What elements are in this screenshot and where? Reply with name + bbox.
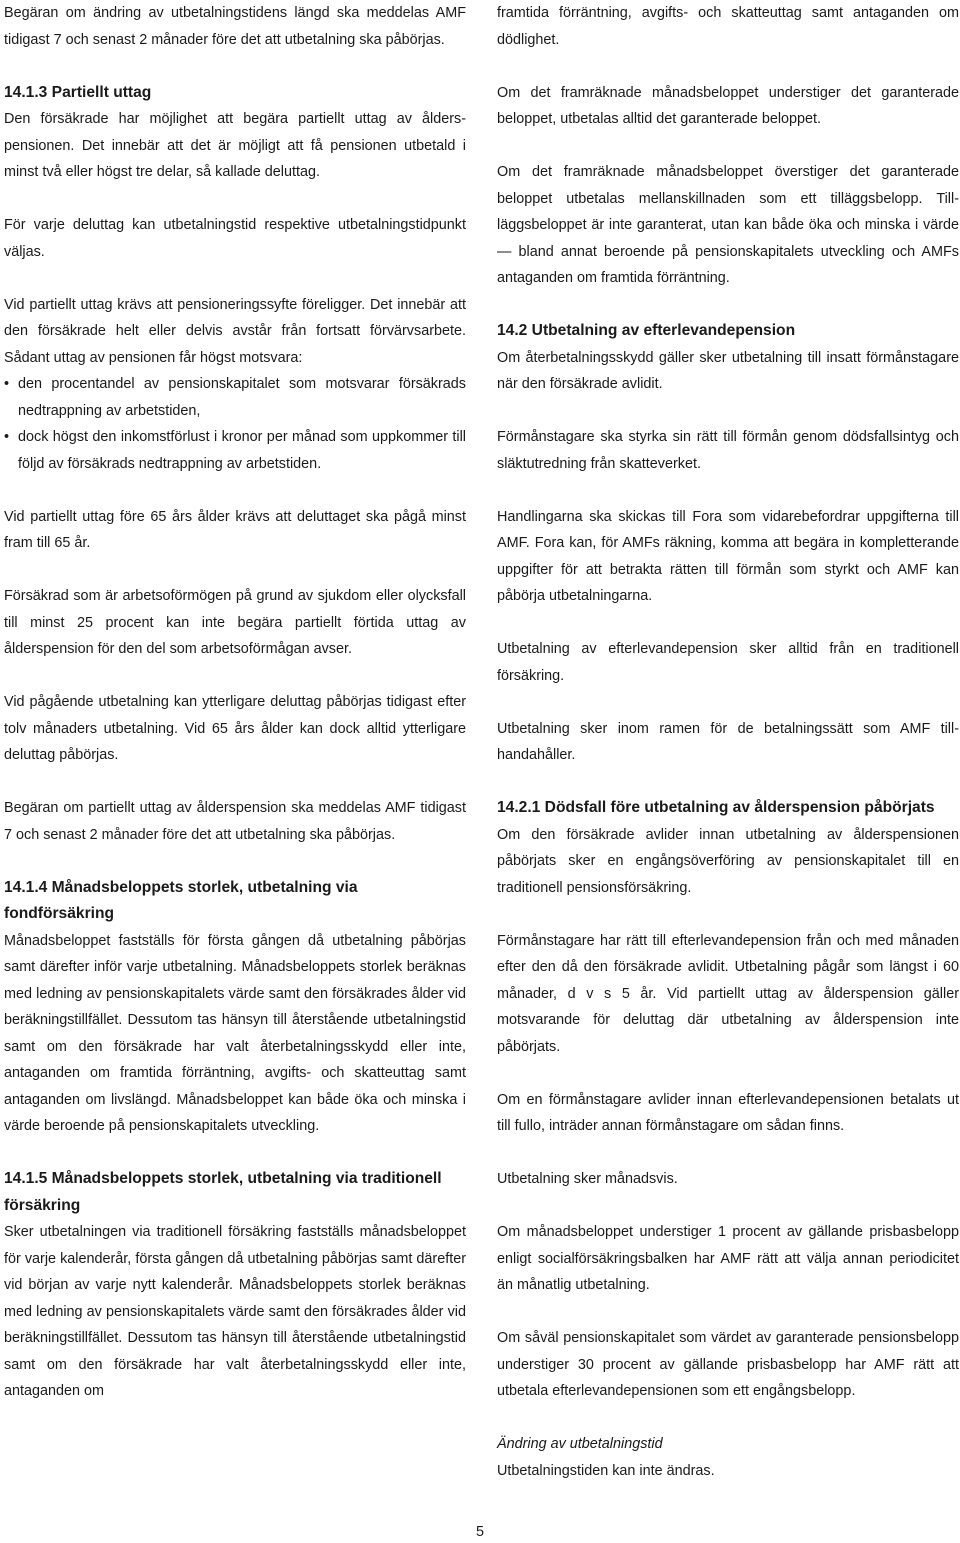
section-heading-14-1-3: 14.1.3 Partiellt uttag <box>4 83 152 101</box>
paragraph: Utbetalningstiden kan inte ändras. <box>497 1462 715 1479</box>
section-heading-14-1-4: 14.1.4 Månadsbeloppets storlek, utbetalning via fondförsäkring <box>4 878 358 922</box>
list-item: • den procentandel av pensionskapitalet som motsvarar försäkrads nedtrappning av arbetstiden, <box>4 371 466 424</box>
left-column <box>4 0 466 1405</box>
paragraph: För varje deluttag kan utbetalningstid respektive utbetalningstidpunkt väljas. <box>4 217 466 260</box>
list-item: • dock högst den inkomstförlust i kronor per månad som uppkommer till följd av försäkrads nedtrappning av arbetstiden. <box>4 424 466 477</box>
paragraph: Om såväl pensionskapitalet som värdet av garanterade pensionsbelopp understiger 30 procent av gällande prisbasbelopp har AMF rätt att utbetala efterlevandepensionen som ett engångsbelopp. <box>497 1330 959 1399</box>
paragraph: Sker utbetalningen via traditionell försäkring fastställs månadsbeloppet för varje kalenderår, första gången då utbetalning påbörjas samt därefter vid början av varje nytt kalenderår. Månadsbeloppets storlek beräknas med ledning av pensionskapitalets värde samt den försäkrades ålder vid beräkningstillfället. Dessutom tas hänsyn till återstående utbetalningstid samt om den försäkrade har valt återbetalningsskydd eller inte, antaganden om <box>4 1224 466 1399</box>
paragraph: Utbetalning sker månadsvis. <box>497 1171 678 1187</box>
paragraph: Begäran om ändring av utbetalningstidens längd ska meddelas AMF tidigast 7 och senast 2 månader före det att utbetalning ska påbörjas. <box>4 5 466 48</box>
bullet-list <box>4 371 466 477</box>
paragraph: Om det framräknade månadsbeloppet överstiger det garanterade beloppet utbetalas mellanskillnaden som ett tilläggsbelopp. Tillläggsbeloppet är inte garanterat, utan kan både öka och minska i värde — bland annat beroende på pensionskapitalets utveckling och AMFs antaganden om framtida förräntning. <box>497 164 959 286</box>
paragraph: Om månadsbeloppet understiger 1 procent av gällande prisbasbelopp enligt socialförsäkringsbalken har AMF rätt att välja annan periodicitet än månatlig utbetalning. <box>497 1224 959 1293</box>
paragraph: framtida förräntning, avgifts- och skatteuttag samt antaganden om dödlighet. <box>497 5 959 48</box>
paragraph: Om återbetalningsskydd gäller sker utbetalning till insatt förmånstagare när den försäkrade avlidit. <box>497 349 959 392</box>
section-heading-14-2: 14.2 Utbetalning av efterlevandepension <box>497 322 796 339</box>
paragraph: Försäkrad som är arbetsoförmögen på grund av sjukdom eller olycksfall till minst 25 procent kan inte begära partiellt förtida uttag av ålderspension för den del som arbetsoförmågan avser. <box>4 588 466 657</box>
paragraph: Förmånstagare ska styrka sin rätt till förmån genom dödsfallsintyg och släktutredning från skatteverket. <box>497 429 959 472</box>
paragraph: Om det framräknade månadsbeloppet understiger det garanterade beloppet, utbetalas alltid det garanterade beloppet. <box>497 84 959 127</box>
page-number: 5 <box>475 1524 484 1540</box>
paragraph: Handlingarna ska skickas till Fora som vidarebefordrar uppgifterna till AMF. Fora kan, för AMFs räkning, komma att begära in kompletterande uppgifter för att betrakta rätten till förmån som styrkt och AMF kan påbörja utbetalningarna. <box>497 508 959 604</box>
paragraph: Förmånstagare har rätt till efterlevandepension från och med månaden efter den då den försäkrade avlidit. Utbetalning pågår som längst i 60 månader, d v s 5 år. Vid partiellt uttag av ålderspension gäller motsvarande för deluttag där utbetalning av ålderspension inte påbörjats. <box>497 932 959 1055</box>
paragraph: Utbetalning sker inom ramen för de betalningssätt som AMF tillhandahåller. <box>497 720 959 763</box>
paragraph: Månadsbeloppet fastställs för första gången då utbetalning påbörjas samt därefter inför varje utbetalning. Månadsbeloppets storlek beräknas med ledning av pensionskapitalets värde samt den försäkrades ålder vid beräkningstillfället. Dessutom tas hänsyn till återstående utbetalningstid samt om den försäkrade har valt återbetalningsskydd eller inte, antaganden om framtida förräntning, avgifts- och skatteuttag samt antaganden om livslängd. Månadsbeloppet kan både öka och minska i värde beroende på pensionskapitalets utveckling. <box>4 932 466 1134</box>
subheading-andring: Ändring av utbetalningstid <box>497 1436 663 1452</box>
section-heading-14-2-1: 14.2.1 Dödsfall före utbetalning av ålderspension påbörjats <box>497 799 935 816</box>
paragraph: Om en förmånstagare avlider innan efterlevandepensionen betalats ut till fullo, inträder annan förmånstagare om sådan finns. <box>497 1091 959 1134</box>
paragraph: Vid pågående utbetalning kan ytterligare deluttag påbörjas tidigast efter tolv månaders utbetalning. Vid 65 års ålder kan dock alltid ytterligare deluttag påbörjas. <box>4 694 466 763</box>
paragraph: Utbetalning av efterlevandepension sker alltid från en traditionell försäkring. <box>497 641 959 684</box>
right-column <box>497 0 959 1484</box>
paragraph: Vid partiellt uttag krävs att pensioneringssyfte föreligger. Det innebär att den försäkrade helt eller delvis avstår från fortsatt förvärvsarbete. Sådant uttag av pensionen får högst motsvara: <box>4 296 466 366</box>
paragraph: Vid partiellt uttag före 65 års ålder krävs att deluttaget ska pågå minst fram till 65 år. <box>4 508 466 551</box>
paragraph: Begäran om partiellt uttag av ålderspension ska meddelas AMF tidigast 7 och senast 2 månader före det att utbetalning ska påbörjas. <box>4 800 466 843</box>
section-heading-14-1-5: 14.1.5 Månadsbeloppets storlek, utbetalning via traditionell försäkring <box>4 1170 442 1214</box>
paragraph: Om den försäkrade avlider innan utbetalning av ålderspensionen påbörjats sker en engångsöverföring av pensionskapitalet till en traditionell pensionsförsäkring. <box>497 826 959 896</box>
paragraph: Den försäkrade har möjlighet att begära partiellt uttag av ålderspensionen. Det innebär att det är möjligt att få pensionen utbetald i minst två eller högst tre delar, så kallade deluttag. <box>4 111 466 180</box>
